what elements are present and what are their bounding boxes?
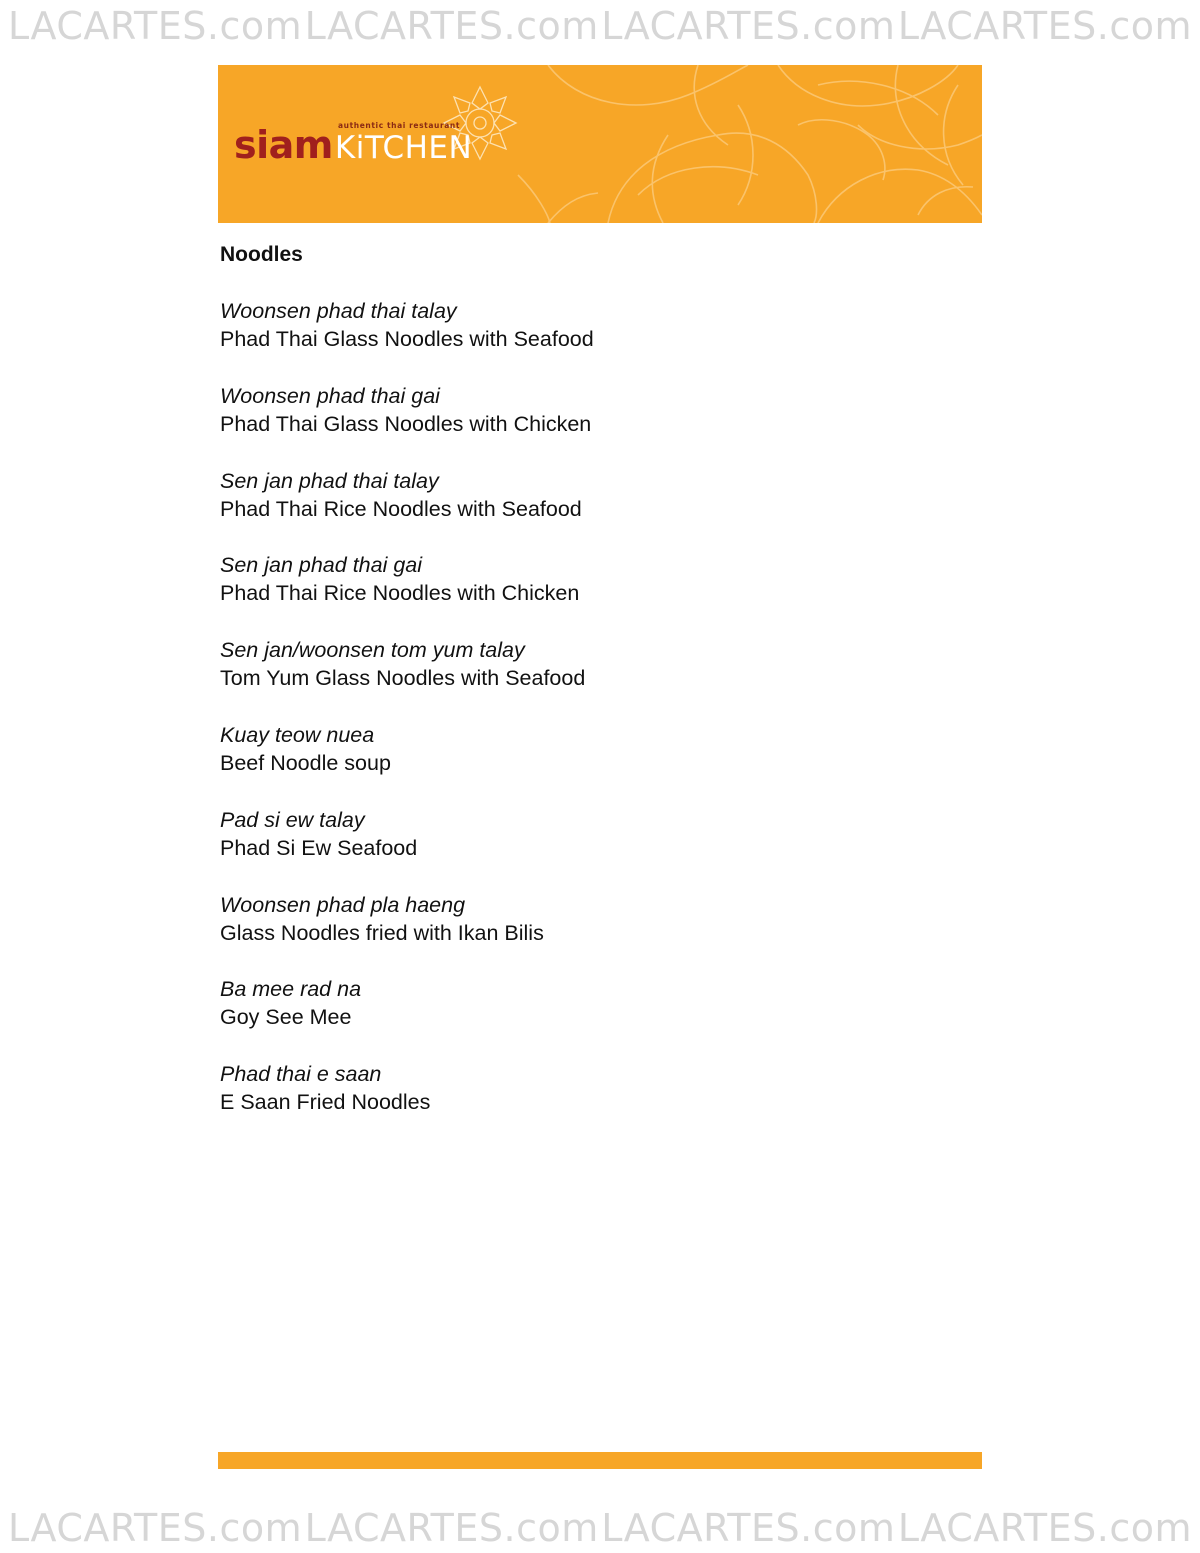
brand-tagline: authentic thai restaurant <box>338 121 461 130</box>
menu-item <box>220 636 920 721</box>
menu-item <box>220 891 920 976</box>
header-banner <box>218 65 982 223</box>
menu-item-thai-name: Sen jan phad thai gai <box>220 553 423 578</box>
menu-item-thai-name: Pad si ew talay <box>220 807 365 832</box>
watermark-text: LACARTES.com <box>601 1506 896 1550</box>
brand-logo <box>234 123 472 167</box>
menu-item-thai-name: Woonsen phad thai talay <box>220 299 457 323</box>
menu-item <box>220 382 920 467</box>
menu-item-thai-name: Ba mee rad na <box>220 977 362 1002</box>
menu-item-thai-name: Woonsen phad thai gai <box>220 383 440 408</box>
menu-item-english-name: E Saan Fried Noodles <box>220 1090 431 1115</box>
menu-list <box>220 297 920 1145</box>
menu-item <box>220 297 920 382</box>
menu-item <box>220 721 920 806</box>
watermark-text: LACARTES.com <box>8 1506 303 1550</box>
menu-item <box>220 806 920 891</box>
menu-item-thai-name: Sen jan/woonsen tom yum talay <box>220 638 525 663</box>
menu-item-english-name: Glass Noodles fried with Ikan Bilis <box>220 920 544 945</box>
brand-name-kitchen: KiTCHEN <box>334 130 473 166</box>
brand-name-siam: siam <box>234 123 333 167</box>
menu-item <box>220 467 920 552</box>
watermark-bottom <box>0 1506 1200 1550</box>
menu-item-english-name: Phad Thai Rice Noodles with Seafood <box>220 496 582 521</box>
menu-item-english-name: Phad Si Ew Seafood <box>220 835 418 860</box>
menu-item-english-name: Phad Thai Glass Noodles with Chicken <box>220 411 592 436</box>
watermark-text: LACARTES.com <box>897 1506 1192 1550</box>
menu-item-english-name: Goy See Mee <box>220 1005 352 1030</box>
menu-item-thai-name: Phad thai e saan <box>220 1062 382 1087</box>
menu-item-thai-name: Woonsen phad pla haeng <box>220 892 466 917</box>
footer-bar <box>218 1452 982 1469</box>
menu-item-english-name: Tom Yum Glass Noodles with Seafood <box>220 666 586 691</box>
watermark-text: LACARTES.com <box>304 1506 599 1550</box>
menu-item-thai-name: Sen jan phad thai talay <box>220 468 439 493</box>
section-title: Noodles <box>220 243 303 266</box>
menu-item <box>220 1060 920 1145</box>
watermark-top <box>0 4 1200 48</box>
menu-item <box>220 975 920 1060</box>
watermark-text: LACARTES.com <box>897 4 1192 48</box>
watermark-text: LACARTES.com <box>601 4 896 48</box>
watermark-text: LACARTES.com <box>8 4 303 48</box>
menu-item-english-name: Beef Noodle soup <box>220 750 391 775</box>
menu-item-english-name: Phad Thai Glass Noodles with Seafood <box>220 327 594 351</box>
menu-item <box>220 551 920 636</box>
menu-item-english-name: Phad Thai Rice Noodles with Chicken <box>220 581 580 606</box>
watermark-text: LACARTES.com <box>304 4 599 48</box>
menu-item-thai-name: Kuay teow nuea <box>220 722 375 747</box>
